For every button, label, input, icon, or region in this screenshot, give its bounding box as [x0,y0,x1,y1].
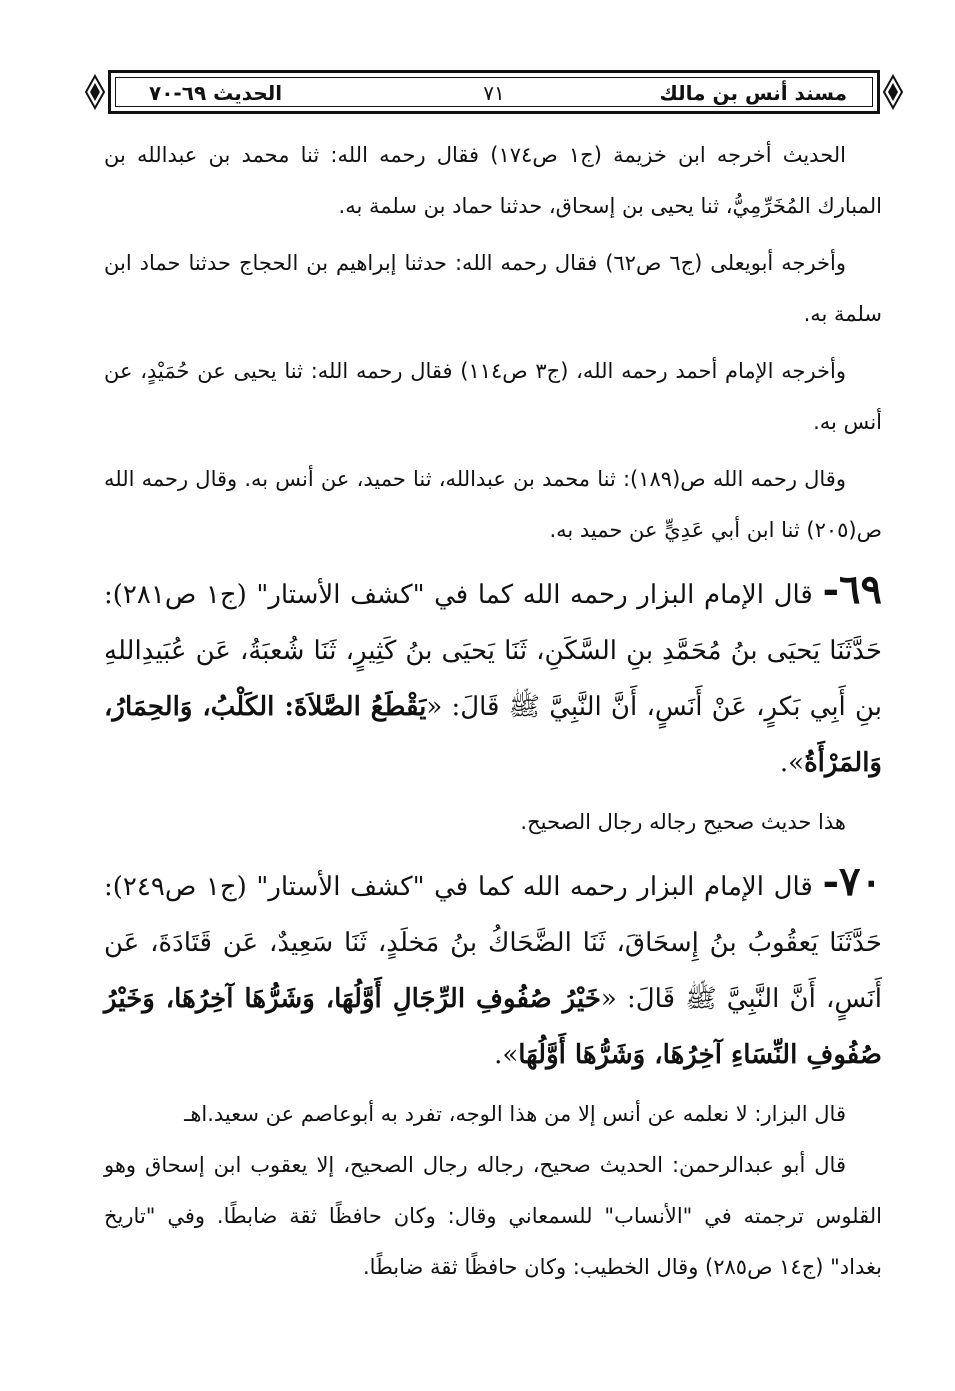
hadith-number: ٧٠- [822,858,883,905]
grading-69: هذا حديث صحيح رجاله رجال الصحيح. [520,810,846,834]
paragraph-bazzar: قال البزار: لا نعلمه عن أنس إلا من هذا الوجه، تفرد به أبوعاصم عن سعيد.اهـ [184,1102,846,1126]
hadith-range: الحديث ٦٩-٧٠ [149,81,283,105]
paragraph-abu-abdurrahman: قال أبو عبدالرحمن: الحديث صحيح، رجاله رجال الصحيح، إلا يعقوب ابن إسحاق وهو القلوس ترجمته في "الأنساب" للسمعاني وقال: وكان حافظًا ثقة ضابطًا. وفي "تاريخ بغداد" (ج١٤ ص٢٨٥) وقال الخطيب: وكان حافظًا ثقة ضابطًا. [104,1153,882,1279]
ornament-left-icon [84,74,106,110]
hadith-number: ٦٩- [822,566,883,613]
paragraph-ibn-khuzaymah: الحديث أخرجه ابن خزيمة (ج١ ص١٧٤) فقال رحمه الله: ثنا محمد بن عبدالله بن المبارك المُخَرِّمِيُّ، ثنا يحيى بن إسحاق، حدثنا حماد بن سلمة به. [104,143,882,218]
hadith-70 [104,854,882,1083]
hadith-end: ». [779,748,805,778]
hadith-69 [104,562,882,791]
ornament-right-icon [882,74,904,110]
hadith-matn: خَيْرُ صُفُوفِ الرِّجَالِ أَوَّلُهَا، وَشَرُّهَا آخِرُهَا، وَخَيْرُ صُفُوفِ النِّسَاءِ آخِرُهَا، وَشَرُّهَا أَوَّلُهَا [104,984,882,1070]
page-number: ٧١ [483,81,505,105]
hadith-matn: يَقْطَعُ الصَّلاَةَ: الكَلْبُ، وَالحِمَارُ، وَالمَرْأَةُ [104,692,882,778]
page-header [108,70,880,114]
paragraph-ahmad: وأخرجه الإمام أحمد رحمه الله، (ج٣ ص١١٤) فقال رحمه الله: ثنا يحيى عن حُمَيْدٍ، عن أنس به. [104,359,882,434]
page-body [104,130,882,1293]
book-title: مسند أنس بن مالك [659,81,847,105]
hadith-end: ». [494,1040,519,1070]
paragraph-ahmad-other: وقال رحمه الله ص(١٨٩): ثنا محمد بن عبدالله، ثنا حميد، عن أنس به. وقال رحمه الله ص(٢٠٥) ثنا ابن أبي عَدِيٍّ عن حميد به. [104,467,882,542]
paragraph-abu-yala: وأخرجه أبويعلى (ج٦ ص٦٢) فقال رحمه الله: حدثنا إبراهيم بن الحجاج حدثنا حماد ابن سلمة به. [104,251,882,326]
hadith-isnad: قال الإمام البزار رحمه الله كما في "كشف الأستار" (ج١ ص٢٤٩): حَدَّثَنَا يَعقُوبُ بنُ إِسحَاقَ، ثَنَا الضَّحَاكُ بنُ مَخلَدٍ، ثَنَا سَعِيدٌ، عَن قَتَادَةَ، عَن أَنَسٍ، أَنَّ النَّبِيَّ ﷺ قَالَ: « [104,872,883,1014]
hadith-isnad: قال الإمام البزار رحمه الله كما في "كشف الأستار" (ج١ ص٢٨١): حَدَّثَنَا يَحيَى بنُ مُحَمَّدِ بنِ السَّكَنِ، ثَنَا يَحيَى بنُ كَثِيرٍ، ثَنَا شُعبَةُ، عَن عُبَيدِاللهِ بنِ أَبِي بَكرٍ، عَنْ أَنَسٍ، أَنَّ النَّبِيَّ ﷺ قَالَ: « [104,580,882,722]
